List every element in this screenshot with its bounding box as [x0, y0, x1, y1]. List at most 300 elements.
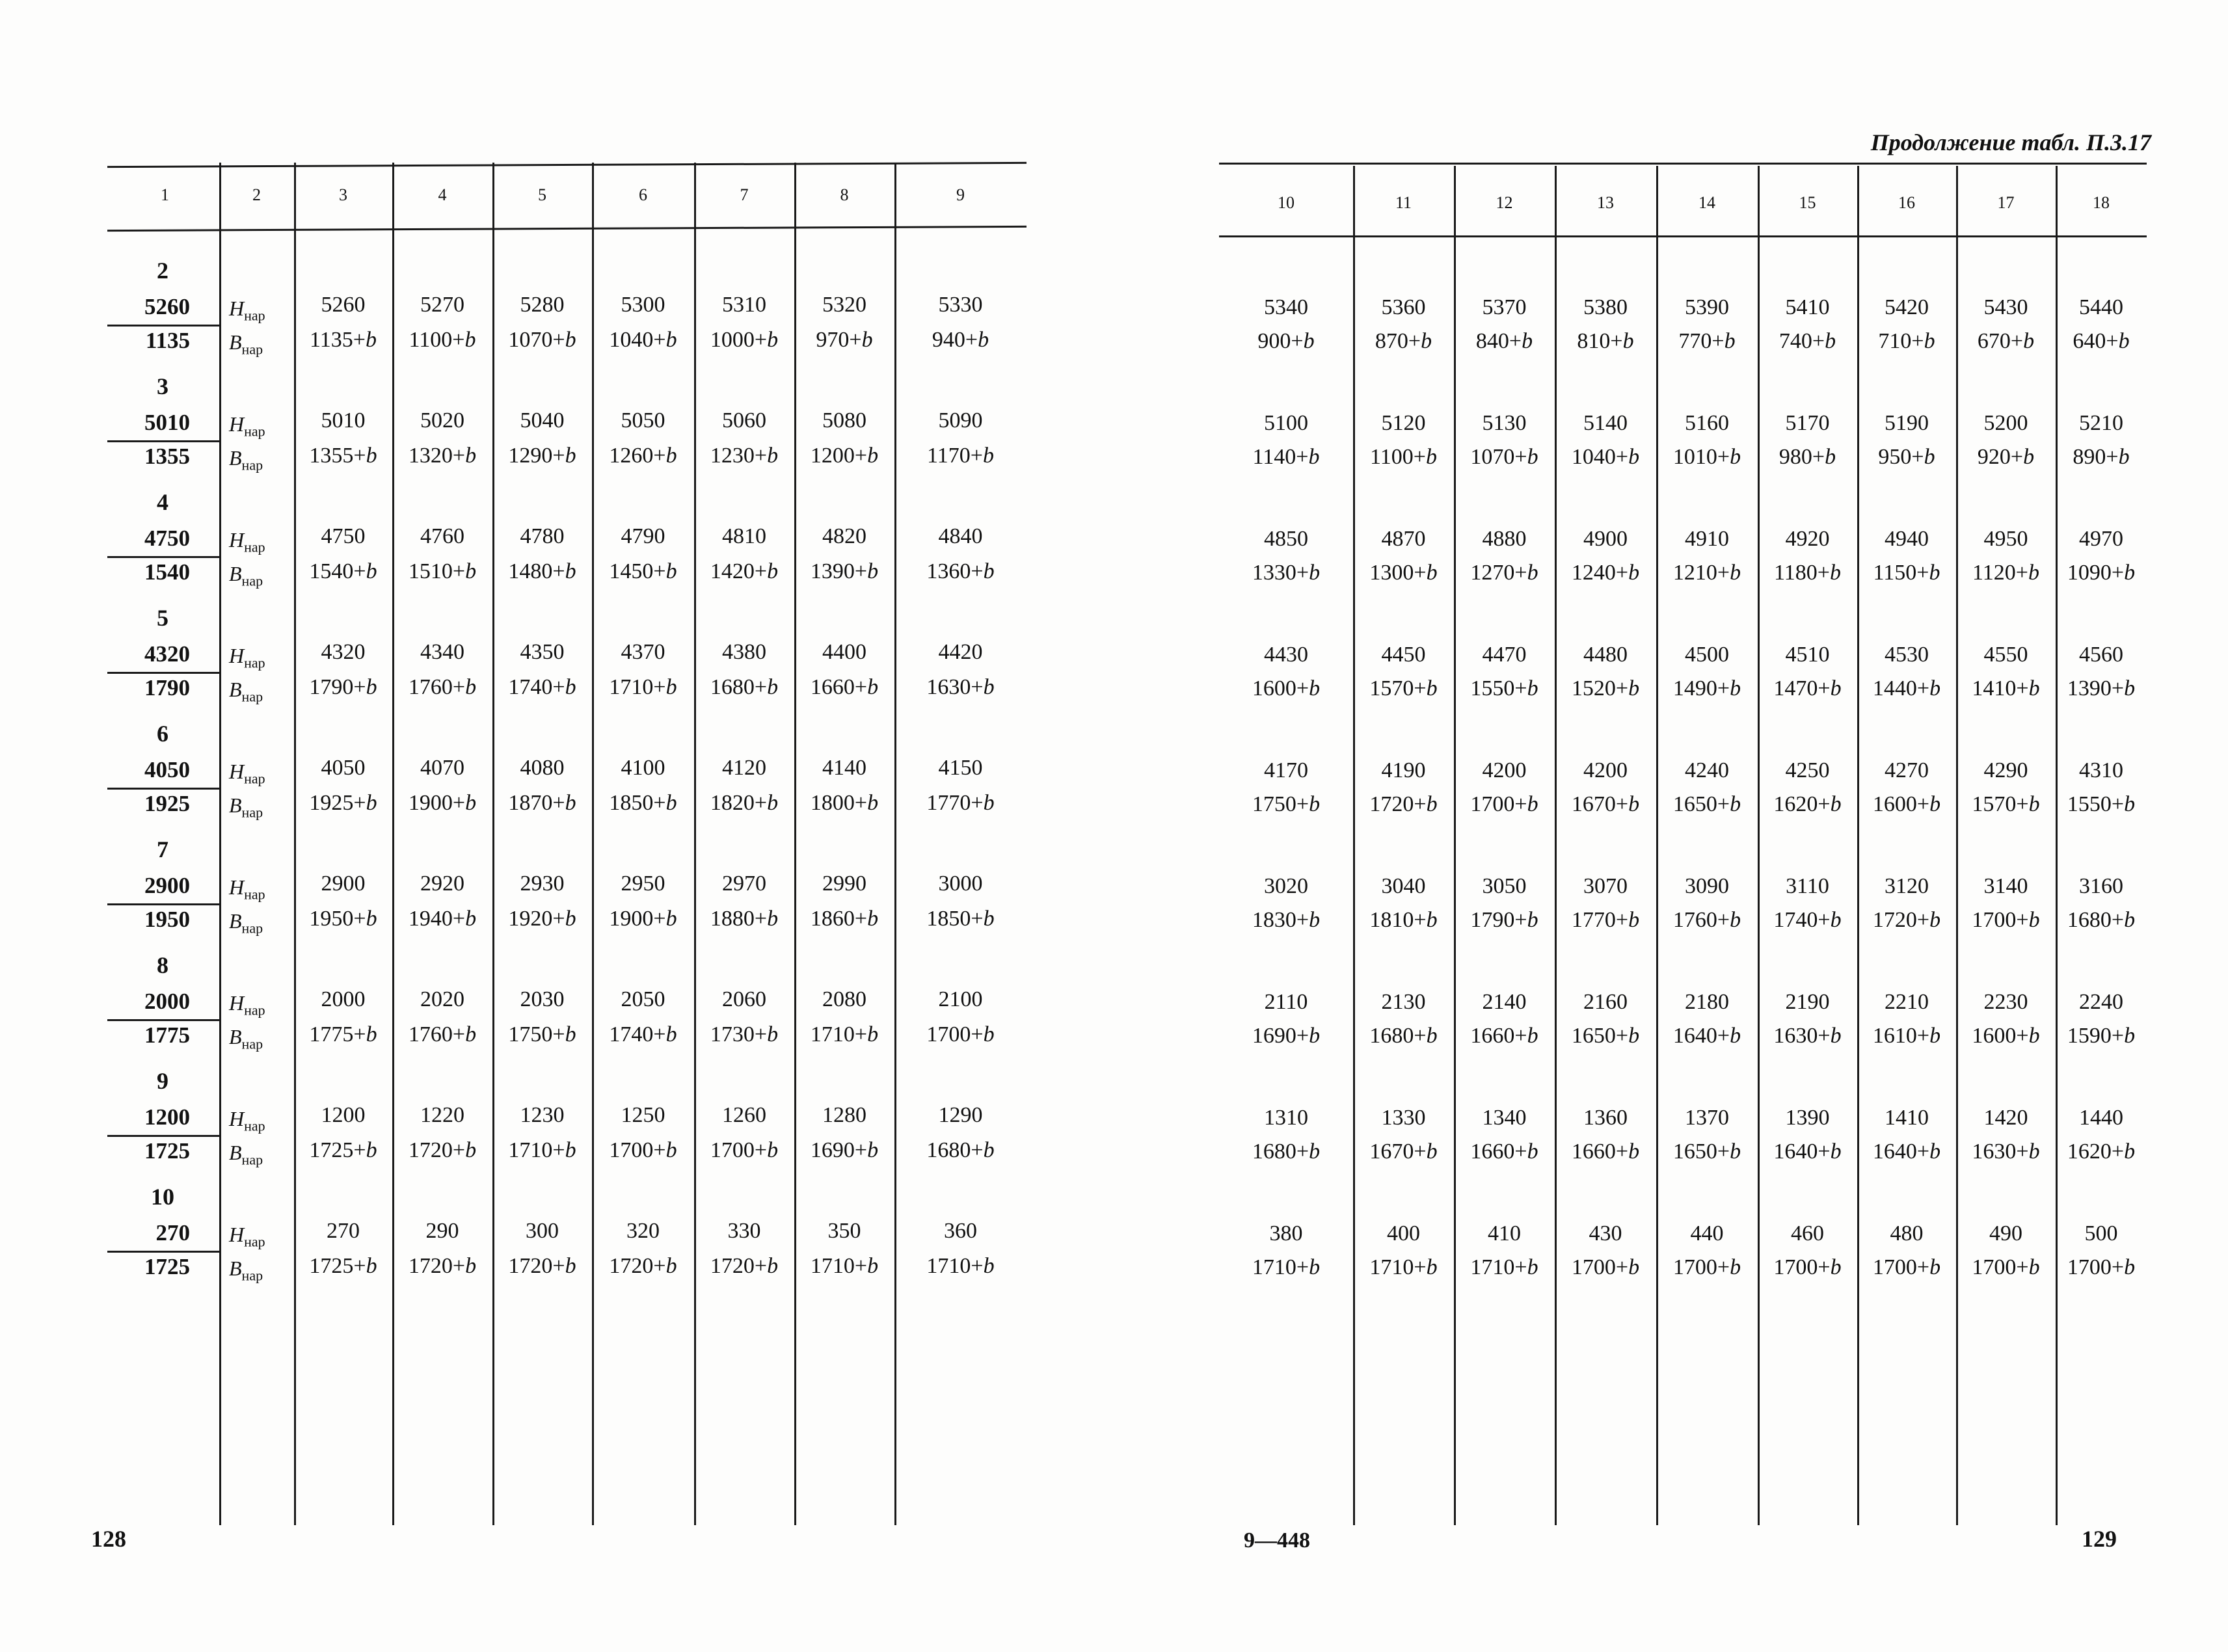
cell-b-value: 1700+b — [926, 1022, 995, 1046]
cell-b-value: 1860+b — [810, 907, 879, 931]
cell-b-value: 1440+b — [1872, 676, 1941, 700]
cell-h-value: 4310 — [2079, 758, 2123, 782]
cell-h-value: 4480 — [1583, 643, 1628, 667]
cell-h-value: 2900 — [321, 872, 366, 896]
cell-h-value: 4470 — [1482, 643, 1527, 667]
column-header: 16 — [1898, 193, 1915, 212]
cell-b-value: 1690+b — [1252, 1024, 1321, 1048]
cell-b-value: 1610+b — [1872, 1024, 1941, 1048]
group-key-bottom: 1135 — [145, 328, 190, 353]
cell-b-value: 1740+b — [609, 1022, 677, 1046]
column-divider — [592, 163, 594, 1525]
cell-b-value: 1850+b — [609, 791, 677, 815]
cell-b-value: 1740+b — [508, 675, 576, 699]
cell-h-value: 2920 — [420, 872, 464, 896]
cell-h-value: 4450 — [1381, 643, 1426, 667]
cell-h-value: 2240 — [2079, 990, 2123, 1014]
cell-b-value: 1480+b — [508, 559, 576, 583]
cell-b-value: 1180+b — [1774, 561, 1841, 585]
group-key-bottom: 1540 — [144, 559, 190, 585]
cell-h-value: 5410 — [1785, 295, 1830, 319]
cell-b-value: 1760+b — [1672, 908, 1741, 932]
cell-h-value: 2230 — [1983, 990, 2028, 1014]
group-key-divider — [107, 1019, 219, 1021]
row-label-h: $H_{нар}$ — [229, 528, 265, 555]
cell-b-value: 1700+b — [1972, 1255, 2040, 1279]
cell-h-value: 1340 — [1482, 1106, 1527, 1130]
cell-h-value: 4530 — [1885, 643, 1929, 667]
cell-b-value: 900+b — [1257, 329, 1315, 353]
cell-b-value: 1710+b — [1470, 1255, 1538, 1279]
cell-h-value: 4100 — [621, 756, 665, 780]
cell-h-value: 500 — [2084, 1221, 2118, 1246]
cell-b-value: 1550+b — [1470, 676, 1538, 700]
cell-b-value: 1660+b — [810, 675, 879, 699]
cell-h-value: 5280 — [520, 293, 565, 317]
cell-h-value: 400 — [1387, 1221, 1420, 1246]
cell-b-value: 1660+b — [1470, 1139, 1538, 1164]
cell-h-value: 5170 — [1785, 411, 1830, 435]
group-key-divider — [107, 672, 219, 674]
cell-h-value: 4290 — [1983, 758, 2028, 782]
column-divider — [219, 163, 221, 1525]
cell-h-value: 4250 — [1785, 758, 1830, 782]
cell-b-value: 1100+b — [1370, 445, 1437, 469]
cell-h-value: 1230 — [520, 1103, 565, 1127]
cell-b-value: 1880+b — [710, 907, 779, 931]
cell-b-value: 1320+b — [408, 444, 477, 468]
cell-h-value: 5050 — [621, 408, 665, 433]
cell-h-value: 4870 — [1381, 527, 1426, 551]
cell-h-value: 3110 — [1786, 874, 1829, 898]
cell-b-value: 1710+b — [810, 1254, 879, 1278]
cell-h-value: 2990 — [822, 872, 866, 896]
cell-b-value: 1660+b — [1470, 1024, 1538, 1048]
cell-h-value: 380 — [1269, 1221, 1303, 1246]
cell-h-value: 4760 — [420, 524, 464, 548]
row-label-h: $H_{нар}$ — [229, 875, 265, 903]
cell-b-value: 1700+b — [1872, 1255, 1941, 1279]
cell-b-value: 770+b — [1678, 329, 1736, 353]
cell-h-value: 1280 — [822, 1103, 866, 1127]
cell-h-value: 4970 — [2079, 527, 2123, 551]
cell-b-value: 810+b — [1577, 329, 1634, 353]
cell-h-value: 5310 — [722, 293, 766, 317]
column-header: 15 — [1799, 193, 1816, 212]
cell-h-value: 4370 — [621, 640, 665, 664]
group-key-bottom: 1775 — [144, 1022, 190, 1048]
column-header: 17 — [1997, 193, 2015, 212]
cell-b-value: 1725+b — [309, 1138, 377, 1162]
column-header: 6 — [639, 185, 647, 204]
cell-h-value: 2930 — [520, 872, 565, 896]
cell-b-value: 1670+b — [1369, 1139, 1438, 1164]
cell-h-value: 4810 — [722, 524, 766, 548]
cell-h-value: 5020 — [420, 408, 464, 433]
cell-h-value: 1360 — [1583, 1106, 1628, 1130]
cell-b-value: 1510+b — [408, 559, 477, 583]
group-key-top: 2000 — [144, 989, 190, 1014]
cell-b-value: 1010+b — [1672, 445, 1741, 469]
cell-b-value: 1100+b — [409, 328, 476, 352]
row-label-b: $B_{нар}$ — [229, 446, 263, 473]
group-key-divider — [107, 1135, 219, 1137]
cell-h-value: 5260 — [321, 293, 366, 317]
cell-b-value: 1040+b — [1571, 445, 1640, 469]
group-number: 8 — [157, 952, 168, 978]
cell-b-value: 970+b — [816, 328, 873, 352]
cell-h-value: 4500 — [1685, 643, 1729, 667]
cell-h-value: 2210 — [1885, 990, 1929, 1014]
group-key-bottom: 1790 — [144, 675, 190, 700]
cell-h-value: 4270 — [1885, 758, 1929, 782]
column-header: 8 — [840, 185, 849, 204]
group-key-divider — [107, 325, 219, 326]
cell-h-value: 4900 — [1583, 527, 1628, 551]
cell-h-value: 4050 — [321, 756, 366, 780]
cell-b-value: 1330+b — [1252, 561, 1321, 585]
group-number: 2 — [157, 258, 168, 284]
cell-h-value: 4200 — [1583, 758, 1628, 782]
cell-h-value: 4150 — [938, 756, 983, 780]
column-divider — [894, 163, 896, 1525]
cell-b-value: 1740+b — [1773, 908, 1842, 932]
cell-h-value: 5440 — [2079, 295, 2123, 319]
cell-h-value: 2950 — [621, 872, 665, 896]
group-key-top: 4750 — [144, 526, 190, 551]
cell-b-value: 670+b — [1977, 329, 2035, 353]
cell-h-value: 5380 — [1583, 295, 1628, 319]
right-page — [1114, 0, 2228, 1652]
cell-h-value: 2140 — [1482, 990, 1527, 1014]
column-divider — [392, 163, 394, 1525]
group-key-top: 4320 — [144, 641, 190, 667]
cell-b-value: 1710+b — [1369, 1255, 1438, 1279]
cell-b-value: 1680+b — [2067, 908, 2136, 932]
row-label-h: $H_{нар}$ — [229, 1107, 265, 1134]
cell-b-value: 1760+b — [408, 1022, 477, 1046]
cell-b-value: 1640+b — [1773, 1139, 1842, 1164]
table-caption: Продолжение табл. П.3.17 — [1870, 129, 2151, 155]
cell-b-value: 1680+b — [1369, 1024, 1438, 1048]
cell-h-value: 4940 — [1885, 527, 1929, 551]
cell-h-value: 4070 — [420, 756, 464, 780]
cell-h-value: 5140 — [1583, 411, 1628, 435]
cell-b-value: 1470+b — [1773, 676, 1842, 700]
group-key-top: 5010 — [144, 410, 190, 435]
cell-h-value: 1440 — [2079, 1106, 2123, 1130]
page-number-right: 129 — [2082, 1526, 2117, 1552]
cell-h-value: 300 — [526, 1219, 559, 1243]
cell-b-value: 640+b — [2073, 329, 2130, 353]
cell-b-value: 1850+b — [926, 907, 995, 931]
cell-h-value: 4750 — [321, 524, 366, 548]
cell-b-value: 1900+b — [408, 791, 477, 815]
cell-h-value: 4850 — [1264, 527, 1308, 551]
cell-h-value: 430 — [1589, 1221, 1622, 1246]
group-key-divider — [107, 440, 219, 442]
cell-b-value: 1260+b — [609, 444, 677, 468]
cell-h-value: 5100 — [1264, 411, 1308, 435]
header-top-rule — [1219, 163, 2147, 165]
group-key-top: 2900 — [144, 873, 190, 898]
cell-b-value: 1620+b — [1773, 792, 1842, 816]
cell-h-value: 5340 — [1264, 295, 1308, 319]
cell-h-value: 2030 — [520, 987, 565, 1011]
row-label-h: $H_{нар}$ — [229, 991, 265, 1019]
cell-b-value: 1240+b — [1571, 561, 1640, 585]
cell-b-value: 1770+b — [1571, 908, 1640, 932]
cell-h-value: 5270 — [420, 293, 464, 317]
row-label-b: $B_{нар}$ — [229, 678, 263, 705]
column-header: 3 — [339, 185, 347, 204]
cell-b-value: 1830+b — [1252, 908, 1321, 932]
column-header: 2 — [252, 185, 261, 204]
cell-h-value: 4950 — [1983, 527, 2028, 551]
cell-b-value: 1710+b — [1252, 1255, 1321, 1279]
column-divider — [2056, 166, 2058, 1525]
group-key-bottom: 1925 — [144, 791, 190, 816]
group-number: 3 — [157, 373, 168, 399]
group-key-divider — [107, 903, 219, 905]
column-header: 5 — [538, 185, 546, 204]
group-key-divider — [107, 788, 219, 790]
cell-h-value: 5420 — [1885, 295, 1929, 319]
cell-h-value: 2000 — [321, 987, 366, 1011]
cell-b-value: 1700+b — [710, 1138, 779, 1162]
cell-b-value: 1300+b — [1369, 561, 1438, 585]
cell-b-value: 1620+b — [2067, 1139, 2136, 1164]
cell-b-value: 1120+b — [1972, 561, 2039, 585]
cell-b-value: 950+b — [1878, 445, 1935, 469]
cell-b-value: 1700+b — [2067, 1255, 2136, 1279]
cell-h-value: 1390 — [1785, 1106, 1830, 1130]
cell-h-value: 350 — [827, 1219, 861, 1243]
cell-b-value: 1570+b — [1972, 792, 2040, 816]
cell-b-value: 1725+b — [309, 1254, 377, 1278]
column-header: 1 — [161, 185, 169, 204]
cell-b-value: 1800+b — [810, 791, 879, 815]
cell-b-value: 1700+b — [609, 1138, 677, 1162]
cell-h-value: 2080 — [822, 987, 866, 1011]
cell-h-value: 5430 — [1983, 295, 2028, 319]
cell-b-value: 1290+b — [508, 444, 576, 468]
cell-h-value: 2050 — [621, 987, 665, 1011]
group-key-bottom: 1725 — [144, 1254, 190, 1279]
cell-h-value: 440 — [1690, 1221, 1724, 1246]
cell-b-value: 1200+b — [810, 444, 879, 468]
cell-b-value: 1230+b — [710, 444, 779, 468]
cell-h-value: 4320 — [321, 640, 366, 664]
cell-h-value: 2110 — [1264, 990, 1308, 1014]
column-header: 4 — [438, 185, 447, 204]
cell-b-value: 1040+b — [609, 328, 677, 352]
cell-h-value: 4780 — [520, 524, 565, 548]
column-header: 12 — [1496, 193, 1513, 212]
cell-b-value: 1870+b — [508, 791, 576, 815]
row-label-h: $H_{нар}$ — [229, 297, 265, 324]
cell-b-value: 1630+b — [1972, 1139, 2040, 1164]
row-label-b: $B_{нар}$ — [229, 1025, 263, 1052]
cell-h-value: 3020 — [1264, 874, 1308, 898]
cell-h-value: 4430 — [1264, 643, 1308, 667]
cell-h-value: 3040 — [1381, 874, 1426, 898]
column-divider — [1758, 166, 1760, 1525]
cell-h-value: 4380 — [722, 640, 766, 664]
cell-b-value: 1770+b — [926, 791, 995, 815]
group-number: 5 — [157, 605, 168, 631]
cell-h-value: 2100 — [938, 987, 983, 1011]
cell-b-value: 1710+b — [508, 1138, 576, 1162]
row-label-b: $B_{нар}$ — [229, 909, 263, 937]
cell-b-value: 1940+b — [408, 907, 477, 931]
cell-b-value: 1210+b — [1672, 561, 1741, 585]
cell-h-value: 4840 — [938, 524, 983, 548]
cell-h-value: 5160 — [1685, 411, 1729, 435]
cell-b-value: 1360+b — [926, 559, 995, 583]
cell-b-value: 1090+b — [2067, 561, 2136, 585]
cell-h-value: 4400 — [822, 640, 866, 664]
cell-b-value: 1750+b — [1252, 792, 1321, 816]
cell-b-value: 1710+b — [810, 1022, 879, 1046]
cell-h-value: 1370 — [1685, 1106, 1729, 1130]
cell-h-value: 1410 — [1885, 1106, 1929, 1130]
cell-h-value: 1260 — [722, 1103, 766, 1127]
cell-h-value: 2160 — [1583, 990, 1628, 1014]
cell-h-value: 2190 — [1785, 990, 1830, 1014]
cell-b-value: 1650+b — [1672, 792, 1741, 816]
row-label-b: $B_{нар}$ — [229, 1257, 263, 1284]
cell-b-value: 1600+b — [1972, 1024, 2040, 1048]
cell-b-value: 1700+b — [1972, 908, 2040, 932]
column-divider — [294, 163, 296, 1525]
cell-b-value: 1750+b — [508, 1022, 576, 1046]
row-label-b: $B_{нар}$ — [229, 562, 263, 589]
cell-h-value: 2020 — [420, 987, 464, 1011]
cell-h-value: 3070 — [1583, 874, 1628, 898]
cell-b-value: 1810+b — [1369, 908, 1438, 932]
column-header: 14 — [1698, 193, 1715, 212]
cell-b-value: 1070+b — [508, 328, 576, 352]
cell-h-value: 1420 — [1983, 1106, 2028, 1130]
cell-b-value: 1700+b — [1470, 792, 1538, 816]
cell-b-value: 1720+b — [1872, 908, 1941, 932]
cell-h-value: 5060 — [722, 408, 766, 433]
group-number: 6 — [157, 721, 168, 747]
cell-h-value: 5390 — [1685, 295, 1729, 319]
cell-b-value: 1900+b — [609, 907, 677, 931]
cell-b-value: 1700+b — [1672, 1255, 1741, 1279]
column-divider — [694, 163, 696, 1525]
cell-h-value: 5080 — [822, 408, 866, 433]
cell-b-value: 1070+b — [1470, 445, 1538, 469]
cell-b-value: 1270+b — [1470, 561, 1538, 585]
cell-b-value: 1450+b — [609, 559, 677, 583]
group-key-top: 1200 — [144, 1104, 190, 1130]
cell-h-value: 4510 — [1785, 643, 1830, 667]
page-number-left: 128 — [91, 1526, 126, 1552]
cell-h-value: 4240 — [1685, 758, 1729, 782]
cell-b-value: 1140+b — [1252, 445, 1320, 469]
cell-b-value: 1720+b — [408, 1138, 477, 1162]
cell-h-value: 5130 — [1482, 411, 1527, 435]
column-header: 18 — [2093, 193, 2110, 212]
cell-h-value: 3090 — [1685, 874, 1729, 898]
cell-h-value: 4550 — [1983, 643, 2028, 667]
cell-b-value: 1775+b — [309, 1022, 377, 1046]
cell-b-value: 1630+b — [1773, 1024, 1842, 1048]
cell-h-value: 290 — [425, 1219, 459, 1243]
cell-h-value: 3050 — [1482, 874, 1527, 898]
row-label-h: $H_{нар}$ — [229, 412, 265, 440]
column-divider — [1857, 166, 1859, 1525]
column-divider — [1454, 166, 1456, 1525]
cell-b-value: 1550+b — [2067, 792, 2136, 816]
cell-b-value: 740+b — [1778, 329, 1836, 353]
cell-b-value: 1390+b — [810, 559, 879, 583]
cell-b-value: 1700+b — [1773, 1255, 1842, 1279]
column-header: 13 — [1597, 193, 1614, 212]
cell-h-value: 5360 — [1381, 295, 1426, 319]
cell-h-value: 330 — [727, 1219, 761, 1243]
cell-b-value: 1730+b — [710, 1022, 779, 1046]
cell-h-value: 4190 — [1381, 758, 1426, 782]
cell-h-value: 5040 — [520, 408, 565, 433]
group-key-top: 5260 — [144, 294, 190, 319]
row-label-h: $H_{нар}$ — [229, 644, 265, 671]
cell-h-value: 5200 — [1983, 411, 2028, 435]
cell-b-value: 1820+b — [710, 791, 779, 815]
cell-h-value: 4170 — [1264, 758, 1308, 782]
cell-b-value: 1720+b — [710, 1254, 779, 1278]
row-label-b: $B_{нар}$ — [229, 793, 263, 821]
cell-h-value: 5300 — [621, 293, 665, 317]
cell-h-value: 1220 — [420, 1103, 464, 1127]
cell-b-value: 1680+b — [1252, 1139, 1321, 1164]
cell-h-value: 460 — [1791, 1221, 1824, 1246]
cell-b-value: 1355+b — [309, 444, 377, 468]
cell-h-value: 1310 — [1264, 1106, 1308, 1130]
cell-b-value: 840+b — [1475, 329, 1533, 353]
cell-h-value: 1290 — [938, 1103, 983, 1127]
cell-b-value: 1410+b — [1972, 676, 2040, 700]
cell-b-value: 1680+b — [926, 1138, 995, 1162]
cell-h-value: 3000 — [938, 872, 983, 896]
cell-h-value: 4820 — [822, 524, 866, 548]
cell-b-value: 1135+b — [310, 328, 377, 352]
row-label-b: $B_{нар}$ — [229, 1141, 263, 1168]
cell-b-value: 1760+b — [408, 675, 477, 699]
cell-b-value: 1420+b — [710, 559, 779, 583]
cell-h-value: 270 — [327, 1219, 360, 1243]
cell-b-value: 1690+b — [810, 1138, 879, 1162]
cell-b-value: 1790+b — [309, 675, 377, 699]
cell-b-value: 980+b — [1778, 445, 1836, 469]
cell-b-value: 1950+b — [309, 907, 377, 931]
cell-b-value: 710+b — [1878, 329, 1935, 353]
cell-h-value: 4790 — [621, 524, 665, 548]
cell-h-value: 1250 — [621, 1103, 665, 1127]
cell-h-value: 5210 — [2079, 411, 2123, 435]
cell-h-value: 3140 — [1983, 874, 2028, 898]
column-header: 10 — [1278, 193, 1295, 212]
cell-h-value: 5370 — [1482, 295, 1527, 319]
cell-b-value: 1630+b — [926, 675, 995, 699]
cell-h-value: 4350 — [520, 640, 565, 664]
cell-h-value: 5190 — [1885, 411, 1929, 435]
cell-b-value: 1600+b — [1872, 792, 1941, 816]
cell-b-value: 1520+b — [1571, 676, 1640, 700]
